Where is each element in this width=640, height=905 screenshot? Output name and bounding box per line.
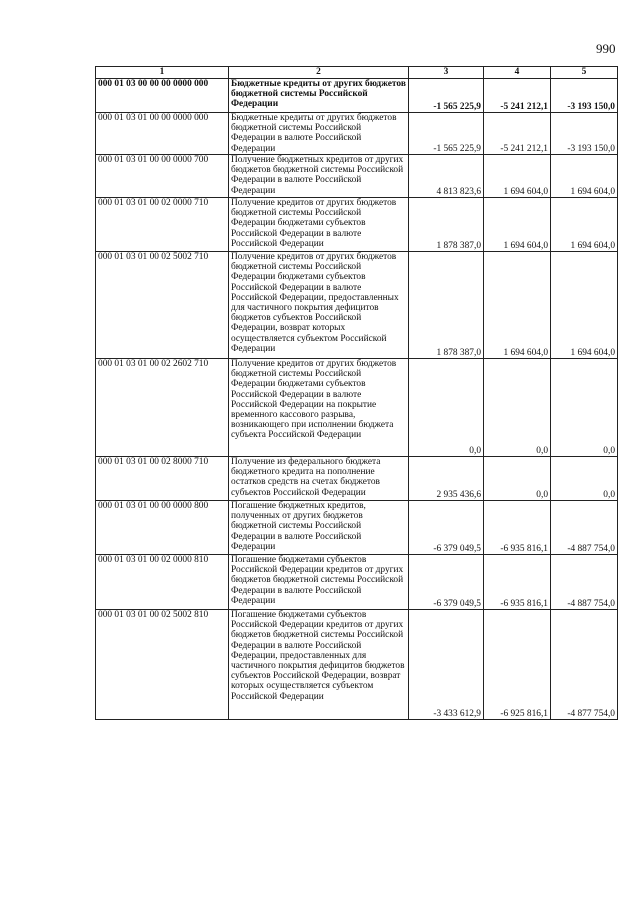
budget-code-cell: 000 01 03 01 00 02 5002 710	[96, 252, 229, 359]
budget-code-cell: 000 01 03 01 00 02 8000 710	[96, 457, 229, 501]
value-col3-cell: 1 878 387,0	[409, 198, 484, 252]
value-col5-cell: 1 694 604,0	[551, 198, 618, 252]
column-header: 1	[96, 67, 229, 79]
table-row	[96, 457, 618, 501]
budget-code-cell: 000 01 03 01 00 00 0000 000	[96, 113, 229, 155]
value-col5-cell: -4 877 754,0	[551, 610, 618, 720]
page-number: 990	[596, 41, 616, 56]
description-cell: Погашение бюджетами субъектов Российской Федерации кредитов от других бюджетов бюджетной системы Российской Федерации в валюте Российской Федерации, предоставленных для частичного покрытия дефицитов бюджетов субъектов Российской Федерации, возврат которых осуществляется субъектом Российской Федерации	[229, 610, 409, 720]
value-col3-cell: 1 878 387,0	[409, 252, 484, 359]
table-row	[96, 359, 618, 457]
table-row	[96, 501, 618, 555]
budget-code-cell: 000 01 03 01 00 02 0000 710	[96, 198, 229, 252]
table-row	[96, 555, 618, 610]
value-col5-cell: 0,0	[551, 457, 618, 501]
column-header: 2	[229, 67, 409, 79]
column-header: 4	[484, 67, 551, 79]
value-col3-cell: -1 565 225,9	[409, 113, 484, 155]
value-col5-cell: -3 193 150,0	[551, 113, 618, 155]
description-cell: Получение кредитов от других бюджетов бюджетной системы Российской Федерации бюджетами субъектов Российской Федерации в валюте Российской Федерации на покрытие временного кассового разрыва, возникающего при исполнении бюджета субъекта Российской Федерации	[229, 359, 409, 457]
table-row	[96, 198, 618, 252]
value-col5-cell: 1 694 604,0	[551, 252, 618, 359]
budget-code-cell: 000 01 03 01 00 02 5002 810	[96, 610, 229, 720]
table-row	[96, 155, 618, 198]
budget-code-cell: 000 01 03 00 00 00 0000 000	[96, 79, 229, 113]
value-col4-cell: 1 694 604,0	[484, 252, 551, 359]
budget-code-cell: 000 01 03 01 00 02 2602 710	[96, 359, 229, 457]
value-col4-cell: 0,0	[484, 359, 551, 457]
value-col4-cell: 0,0	[484, 457, 551, 501]
value-col5-cell: -3 193 150,0	[551, 79, 618, 113]
description-cell: Получение бюджетных кредитов от других бюджетов бюджетной системы Российской Федерации в валюте Российской Федерации	[229, 155, 409, 198]
value-col5-cell: 0,0	[551, 359, 618, 457]
column-header: 3	[409, 67, 484, 79]
value-col4-cell: -6 935 816,1	[484, 501, 551, 555]
value-col4-cell: -6 935 816,1	[484, 555, 551, 610]
value-col3-cell: 2 935 436,6	[409, 457, 484, 501]
budget-credits-table	[95, 66, 618, 720]
value-col3-cell: -3 433 612,9	[409, 610, 484, 720]
table-header-row	[96, 67, 618, 79]
column-header: 5	[551, 67, 618, 79]
description-cell: Погашение бюджетных кредитов, полученных от других бюджетов бюджетной системы Российской Федерации в валюте Российской Федерации	[229, 501, 409, 555]
value-col3-cell: 0,0	[409, 359, 484, 457]
description-cell: Получение кредитов от других бюджетов бюджетной системы Российской Федерации бюджетами субъектов Российской Федерации в валюте Российской Федерации	[229, 198, 409, 252]
value-col3-cell: -6 379 049,5	[409, 501, 484, 555]
value-col4-cell: -5 241 212,1	[484, 113, 551, 155]
value-col4-cell: 1 694 604,0	[484, 155, 551, 198]
value-col4-cell: -5 241 212,1	[484, 79, 551, 113]
table-row	[96, 113, 618, 155]
value-col5-cell: 1 694 604,0	[551, 155, 618, 198]
description-cell: Получение кредитов от других бюджетов бюджетной системы Российской Федерации бюджетами субъектов Российской Федерации в валюте Российской Федерации, предоставленных для частичного покрытия дефицитов бюджетов субъектов Российской Федерации, возврат которых осуществляется субъектом Российской Федерации	[229, 252, 409, 359]
budget-code-cell: 000 01 03 01 00 00 0000 700	[96, 155, 229, 198]
value-col5-cell: -4 887 754,0	[551, 501, 618, 555]
value-col3-cell: -1 565 225,9	[409, 79, 484, 113]
value-col4-cell: -6 925 816,1	[484, 610, 551, 720]
table-row	[96, 79, 618, 113]
table-row	[96, 252, 618, 359]
budget-code-cell: 000 01 03 01 00 00 0000 800	[96, 501, 229, 555]
value-col5-cell: -4 887 754,0	[551, 555, 618, 610]
description-cell: Погашение бюджетами субъектов Российской Федерации кредитов от других бюджетов бюджетной системы Российской Федерации в валюте Российской Федерации	[229, 555, 409, 610]
budget-code-cell: 000 01 03 01 00 02 0000 810	[96, 555, 229, 610]
description-cell: Получение из федерального бюджета бюджетного кредита на пополнение остатков средств на счетах бюджетов субъектов Российской Федерации	[229, 457, 409, 501]
description-cell: Бюджетные кредиты от других бюджетов бюджетной системы Российской Федерации в валюте Российской Федерации	[229, 113, 409, 155]
description-cell: Бюджетные кредиты от других бюджетов бюджетной системы Российской Федерации	[229, 79, 409, 113]
value-col3-cell: 4 813 823,6	[409, 155, 484, 198]
value-col3-cell: -6 379 049,5	[409, 555, 484, 610]
table-row	[96, 610, 618, 720]
value-col4-cell: 1 694 604,0	[484, 198, 551, 252]
